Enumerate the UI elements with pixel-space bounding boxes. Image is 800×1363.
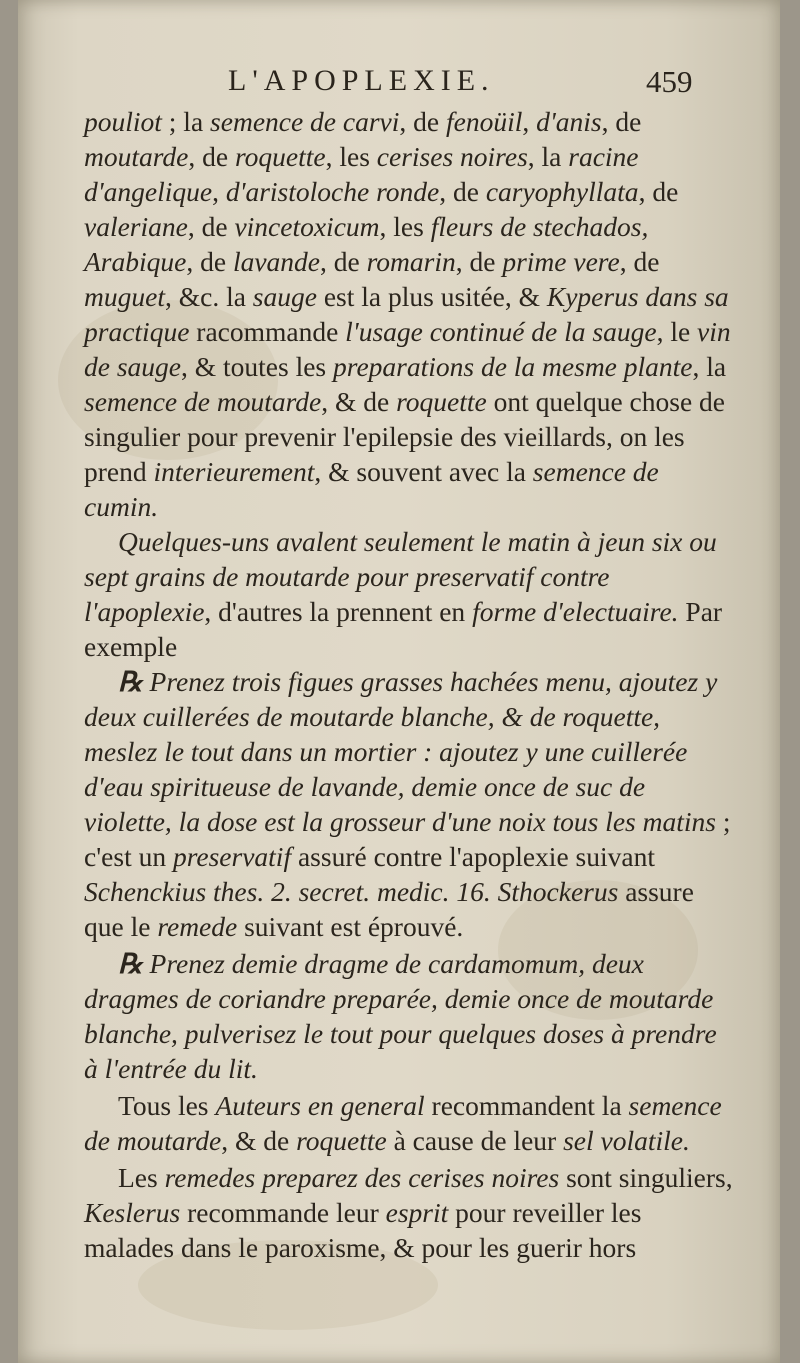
text-run: caryophyllata <box>485 176 639 207</box>
text-run: , de <box>455 246 503 277</box>
text-run: , d'autres la prennent en <box>204 596 473 627</box>
text-run: ℞ <box>118 948 150 979</box>
text-run: , & de <box>321 386 397 417</box>
text-run: romarin <box>366 246 456 277</box>
text-run: forme d'electuaire. <box>472 596 679 627</box>
text-run: d'anis <box>536 106 602 137</box>
text-run: sauge <box>252 281 317 312</box>
text-run: roquette <box>396 386 487 417</box>
text-run: ; c'est un <box>84 806 731 872</box>
text-run: remede <box>157 911 238 942</box>
recipe-paragraph <box>84 946 734 1086</box>
text-run: assuré contre l'apoplexie suivant <box>291 841 655 872</box>
text-run: , de <box>399 106 446 137</box>
text-run: roquette <box>296 1125 387 1156</box>
text-run: , le <box>656 316 698 347</box>
text-run: , <box>212 176 226 207</box>
text-run: valeriane <box>84 211 188 242</box>
text-run: moutarde <box>84 141 189 172</box>
text-run: , de <box>186 246 233 277</box>
text-run: Par exemple <box>84 596 723 662</box>
text-run: semence de carvi <box>210 106 400 137</box>
text-run: , <box>522 106 537 137</box>
text-run: , de <box>320 246 367 277</box>
text-run: vincetoxicum <box>234 211 380 242</box>
text-run: , & de <box>221 1125 297 1156</box>
paragraph <box>84 104 734 524</box>
text-run: racine d'angelique <box>84 141 639 207</box>
text-run: recommandent la <box>424 1090 629 1121</box>
book-page <box>18 0 780 1363</box>
text-run: Les <box>118 1162 165 1193</box>
text-run: cerises noires <box>376 141 528 172</box>
text-run: fenoüil <box>446 106 523 137</box>
text-run: roquette <box>234 141 326 172</box>
text-run: d'aristoloche ronde <box>225 176 440 207</box>
text-run: ont quelque chose de singulier pour prevenir l'epilepsie des vieillards, on les prend <box>84 386 725 487</box>
text-run: fleurs de stechados, Arabique <box>84 211 649 277</box>
text-run: , de <box>638 176 679 207</box>
text-run: Prenez demie dragme de cardamomum, deux dragmes de coriandre preparée, demie once de moutarde blanche, pulverisez le tout pour quelques doses à prendre à l'entrée du lit. <box>84 948 717 1084</box>
text-run: , de <box>619 246 660 277</box>
text-run: assure que le <box>84 876 694 942</box>
text-run: , de <box>601 106 642 137</box>
text-run: Kyperus dans sa practique <box>84 281 729 347</box>
text-run: vin de sauge <box>84 316 731 382</box>
text-run: , les <box>379 211 431 242</box>
text-run: Schenckius thes. 2. secret. medic. 16. Sthockerus <box>84 876 619 907</box>
text-run: semence de moutarde <box>84 386 322 417</box>
text-run: recommande leur <box>180 1197 386 1228</box>
text-run: à cause de leur <box>386 1125 564 1156</box>
text-run: ℞ <box>118 666 150 697</box>
text-run: , de <box>187 211 235 242</box>
text-run: , & toutes les <box>181 351 334 382</box>
recipe-paragraph <box>84 664 734 944</box>
text-run: , les <box>325 141 377 172</box>
text-run: suivant est éprouvé. <box>237 911 464 942</box>
text-run: preservatif <box>172 841 292 872</box>
text-run: prime vere <box>502 246 620 277</box>
body-text <box>84 104 734 1265</box>
text-run: , de <box>188 141 235 172</box>
text-run: Quelques-uns avalent seulement le matin à jeun six ou sept grains de moutarde pour preservatif contre l'apoplexie <box>84 526 717 627</box>
text-run: , la <box>692 351 727 382</box>
text-run: Auteurs en general <box>215 1090 425 1121</box>
text-run: Prenez trois figues grasses hachées menu, ajoutez y deux cuillerées de moutarde blanche, & de roquette, meslez le tout dans un mortier : ajoutez y une cuillerée d'eau spiritueuse de lavande, demie once de suc de violette, la dose est la grosseur d'une noix tous les matins <box>84 666 718 837</box>
paragraph <box>84 1160 734 1265</box>
paragraph <box>84 1088 734 1158</box>
text-run: lavande <box>232 246 321 277</box>
text-run: , la <box>527 141 569 172</box>
text-run: , & souvent avec la <box>314 456 533 487</box>
text-run: pour reveiller les malades dans le paroxisme, & pour les guerir hors <box>84 1197 642 1263</box>
text-run: , de <box>439 176 486 207</box>
text-run: Keslerus <box>84 1197 181 1228</box>
text-run: muguet <box>84 281 165 312</box>
running-title: L'APOPLEXIE. <box>228 64 495 97</box>
text-run: preparations de la mesme plante <box>333 351 693 382</box>
text-run: Tous les <box>118 1090 216 1121</box>
text-run: esprit <box>385 1197 449 1228</box>
text-run: sont singuliers, <box>559 1162 733 1193</box>
text-run: sel volatile. <box>563 1125 690 1156</box>
text-run: remedes preparez des cerises noires <box>164 1162 560 1193</box>
paragraph <box>84 524 734 664</box>
text-run: semence de moutarde <box>84 1090 722 1156</box>
text-run: est la plus usitée, & <box>316 281 547 312</box>
text-run: racommande <box>189 316 346 347</box>
text-run: semence de cumin. <box>84 456 659 522</box>
text-run: pouliot <box>84 106 162 137</box>
page-header <box>18 64 780 104</box>
text-run: , &c. la <box>164 281 253 312</box>
text-run: interieurement <box>153 456 315 487</box>
text-run: ; la <box>161 106 211 137</box>
page-number: 459 <box>646 64 693 99</box>
text-run: l'usage continué de la sauge <box>345 316 657 347</box>
